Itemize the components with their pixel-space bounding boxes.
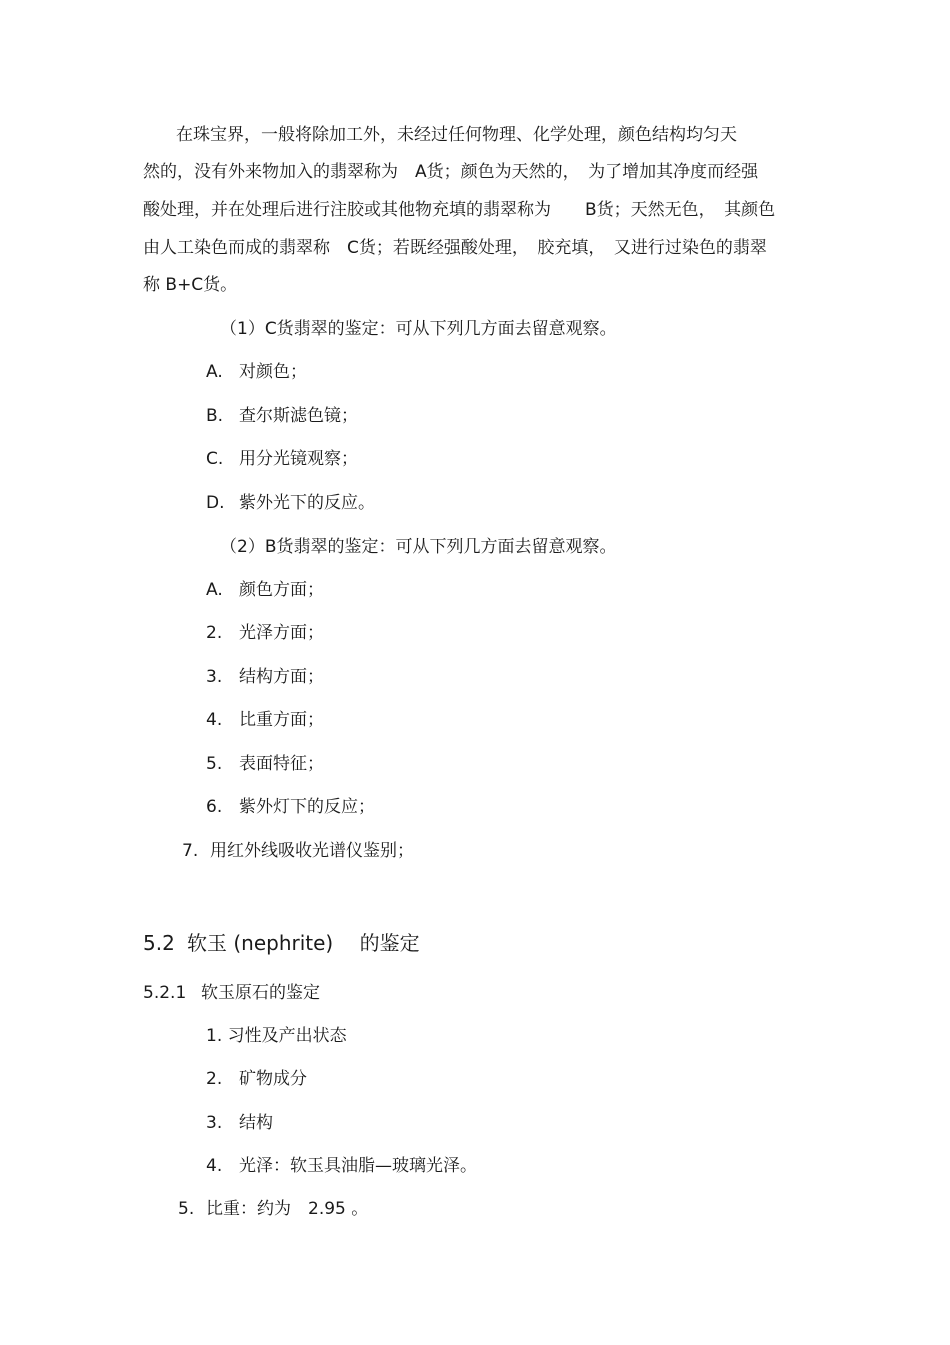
list-item [206, 492, 375, 514]
list-marker: 3. [206, 667, 223, 687]
list-marker: 2. [206, 1069, 223, 1089]
list-item [206, 1025, 347, 1047]
section-title [143, 930, 420, 956]
list-marker: 3. [206, 1113, 223, 1133]
list-item [206, 1155, 477, 1177]
list-item-text: 光泽：软玉具油脂—玻璃光泽。 [239, 1156, 477, 1176]
list-item-text: 结构 [239, 1113, 273, 1133]
list-item [178, 1198, 368, 1220]
list-item [206, 579, 324, 601]
intro-line-5: 称 B+C货。 [143, 275, 238, 295]
list-marker: A. [206, 362, 223, 382]
list-marker: 6. [206, 797, 223, 817]
list-item-text: 用红外线吸收光谱仪鉴别； [210, 841, 414, 861]
list-item [206, 448, 358, 470]
c-goods-heading: （1）C货翡翠的鉴定：可从下列几方面去留意观察。 [220, 319, 617, 339]
list-item-text: 比重方面； [239, 710, 324, 730]
list-item [206, 666, 324, 688]
list-item-text: 比重：约为 2.95 。 [206, 1199, 369, 1219]
intro-line-3: 酸处理，并在处理后进行注胶或其他物充填的翡翠称为 B货；天然无色， 其颜色 [143, 200, 776, 220]
list-item-text: 矿物成分 [239, 1069, 307, 1089]
b-goods-heading: （2）B货翡翠的鉴定：可从下列几方面去留意观察。 [220, 537, 617, 557]
list-item [206, 796, 375, 818]
list-marker: 7. [182, 841, 199, 861]
list-item-text: 颜色方面； [239, 580, 324, 600]
list-marker: 2. [206, 623, 223, 643]
list-item [206, 1068, 307, 1090]
subsection-title [143, 982, 320, 1004]
list-item-text: 紫外灯下的反应； [239, 797, 375, 817]
list-item-text: 1. 习性及产出状态 [206, 1026, 347, 1046]
list-item-text: 对颜色； [239, 362, 307, 382]
list-item-text: 查尔斯滤色镜； [239, 406, 358, 426]
list-marker: A. [206, 580, 223, 600]
list-item [206, 1112, 273, 1134]
list-item-text: 表面特征； [239, 754, 324, 774]
list-marker: 4. [206, 710, 223, 730]
list-item [206, 622, 324, 644]
list-item-text: 紫外光下的反应。 [239, 493, 375, 513]
list-item [206, 709, 324, 731]
list-item [206, 405, 358, 427]
list-item-text: 用分光镜观察； [239, 449, 358, 469]
list-marker: 4. [206, 1156, 223, 1176]
section-number: 5.2 [143, 931, 175, 955]
list-item-text: 光泽方面； [239, 623, 324, 643]
list-item [182, 840, 414, 862]
list-marker: B. [206, 406, 224, 426]
list-marker: 5. [206, 754, 223, 774]
intro-line-2: 然的，没有外来物加入的翡翠称为 A货；颜色为天然的， 为了增加其净度而经强 [143, 162, 759, 182]
section-title-text: 软玉 (nephrite) 的鉴定 [187, 931, 420, 955]
intro-line-1: 在珠宝界，一般将除加工外，未经过任何物理、化学处理，颜色结构均匀天 [176, 125, 737, 145]
list-marker: D. [206, 493, 225, 513]
list-marker: 5. [178, 1199, 195, 1219]
list-item-text: 结构方面； [239, 667, 324, 687]
intro-line-4: 由人工染色而成的翡翠称 C货；若既经强酸处理， 胶充填， 又进行过染色的翡翠 [143, 238, 767, 258]
subsection-title-text: 软玉原石的鉴定 [201, 983, 320, 1003]
subsection-number: 5.2.1 [143, 983, 187, 1003]
list-marker: C. [206, 449, 224, 469]
list-item [206, 753, 324, 775]
list-item [206, 361, 307, 383]
